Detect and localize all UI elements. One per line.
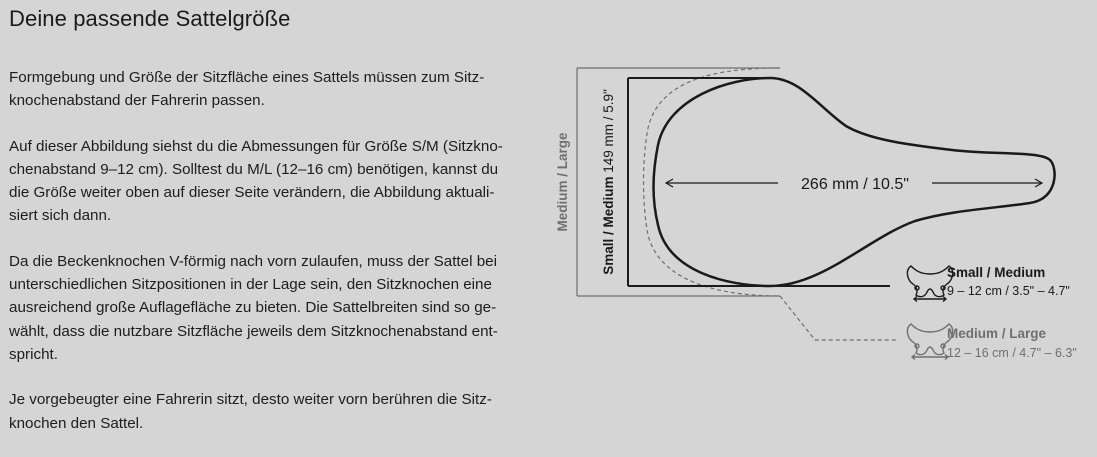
text-line: Formgebung und Größe der Sitzfläche eines Sattels müssen zum Sitz- — [9, 69, 485, 86]
text-line: knochenabstand der Fahrerin passen. — [9, 92, 265, 110]
legend-sm-range: 9 – 12 cm / 3.5" – 4.7" — [947, 284, 1070, 298]
page-title: Deine passende Sattelgröße — [9, 6, 291, 31]
text-line: spricht. — [9, 345, 58, 363]
ml-leader-line — [780, 296, 898, 340]
text-line: die Größe weiter oben auf dieser Seite verändern, die Abbildung aktuali- — [9, 184, 495, 202]
ml-side-label: Medium / Large — [555, 132, 570, 232]
sm-width-label-value: 149 mm / 5.9" — [601, 89, 616, 177]
legend-ml-range: 12 – 16 cm / 4.7" – 6.3" — [947, 346, 1077, 360]
text-line: Je vorgebeugter eine Fahrerin sitzt, desto weiter vorn berühren die Sitz- — [9, 391, 492, 409]
pelvis-icon — [907, 266, 952, 302]
legend-small-medium — [907, 265, 1069, 302]
saddle-outline-medium-large — [644, 68, 781, 296]
text-line: knochen den Sattel. — [9, 414, 144, 432]
text-line: siert sich dann. — [9, 207, 112, 225]
pelvis-icon — [907, 324, 952, 360]
text-line: ausreichend große Auflagefläche zu bieten. Die Sattelbreiten sind so ge- — [9, 299, 497, 317]
legend-ml-title: Medium / Large — [947, 326, 1047, 341]
legend-medium-large — [907, 324, 1076, 360]
text-line: unterschiedlichen Sitzpositionen in der Lage sein, den Sitzknochen eine — [9, 276, 492, 294]
length-label: 266 mm / 10.5" — [801, 176, 909, 193]
text-line: wählt, dass die nutzbare Sitzfläche jeweils dem Sitzknochenabstand ent- — [9, 322, 498, 340]
text-line: chenabstand 9–12 cm). Solltest du M/L (12–16 cm) benötigen, kannst du — [9, 160, 499, 178]
text-line: Auf dieser Abbildung siehst du die Abmessungen für Größe S/M (Sitzkno- — [9, 137, 503, 155]
sm-width-label — [601, 89, 616, 275]
sm-width-label-size: Small / Medium — [601, 176, 616, 275]
legend-sm-title: Small / Medium — [947, 265, 1046, 280]
text-line: Da die Beckenknochen V-förmig nach vorn zulaufen, muss der Sattel bei — [9, 252, 497, 270]
